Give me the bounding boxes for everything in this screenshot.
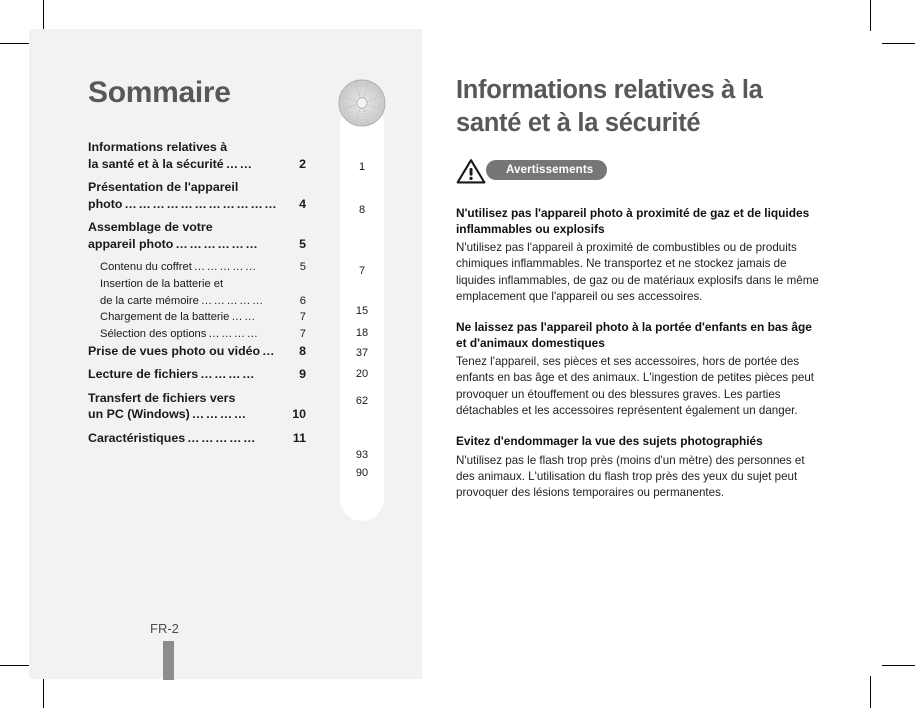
toc-page-number: 4 bbox=[299, 196, 306, 211]
page-number: FR-2 bbox=[150, 621, 179, 636]
toc-entry-label: Insertion de la batterie et bbox=[100, 277, 224, 290]
toc-entry-row bbox=[88, 236, 306, 253]
toc-page-number: 7 bbox=[299, 311, 306, 324]
toc-entry-row bbox=[100, 309, 306, 326]
section-heading: Evitez d'endommager la vue des sujets photographiés bbox=[456, 434, 763, 449]
cd-reference-number: 7 bbox=[358, 265, 366, 277]
toc-dot-leader: …………… bbox=[193, 261, 258, 273]
toc-entry-row bbox=[88, 343, 306, 360]
toc-entry-label: Caractéristiques bbox=[88, 430, 186, 445]
cd-reference-number: 20 bbox=[355, 368, 369, 380]
toc-entry-label: de la carte mémoire bbox=[100, 294, 199, 307]
toc-entry[interactable] bbox=[88, 366, 306, 383]
toc-entry-label: Lecture de fichiers bbox=[88, 367, 199, 382]
toc-entry-row bbox=[88, 196, 306, 213]
warning-triangle-icon bbox=[456, 158, 486, 184]
toc-entry[interactable] bbox=[88, 309, 306, 326]
section-body: N'utilisez pas le flash trop près (moins d'un mètre) des personnes et des animaux. L'utilisation du flash trop près des yeux du sujet peut provoquer des lésions temporaires ou permanentes. bbox=[456, 453, 805, 500]
chapter-title: Informations relatives à la santé et à la sécurité bbox=[456, 76, 763, 137]
crop-mark-top-left-horizontal bbox=[0, 43, 32, 44]
warning-banner bbox=[456, 158, 822, 184]
toc-dot-leader: …………… bbox=[187, 430, 258, 445]
toc-entry-row bbox=[100, 326, 306, 343]
cd-reference-number: 90 bbox=[355, 467, 369, 479]
section-body: N'utilisez pas l'appareil à proximité de combustibles ou de produits chimiques inflammables. Ne transportez et ne stockez jamais de liquides inflammables, de gaz ou de matériaux explosifs dans le même emplacement que l'appareil ou ses accessoires. bbox=[456, 241, 819, 303]
crop-mark-bottom-left-vertical bbox=[43, 676, 44, 708]
toc-entry[interactable] bbox=[88, 139, 306, 172]
crop-mark-top-left-vertical bbox=[43, 0, 44, 31]
section-heading: N'utilisez pas l'appareil photo à proximité de gaz et de liquides inflammables ou explosifs bbox=[456, 206, 810, 236]
toc-page-number: 2 bbox=[299, 156, 306, 171]
crop-mark-top-right-vertical bbox=[870, 0, 871, 31]
toc-page-number: 8 bbox=[299, 343, 306, 358]
toc-entry-label: Présentation de l'appareil bbox=[88, 180, 239, 194]
toc-entry[interactable] bbox=[88, 390, 306, 423]
toc-page-number: 6 bbox=[299, 294, 306, 307]
toc-dot-leader: …… bbox=[231, 311, 257, 324]
warning-label: Avertissements bbox=[486, 160, 607, 180]
toc-entry-label: Informations relatives à bbox=[88, 140, 228, 154]
toc-entry-row bbox=[88, 156, 306, 173]
toc-dot-leader: …… bbox=[225, 156, 254, 171]
toc-entry[interactable] bbox=[88, 219, 306, 252]
toc-entry-row bbox=[88, 366, 306, 383]
toc-page-number: 10 bbox=[292, 407, 306, 422]
toc-entry-label: un PC (Windows) bbox=[88, 407, 190, 422]
toc-entry-row bbox=[100, 259, 306, 276]
toc-dot-leader: ………… bbox=[200, 367, 257, 382]
crop-mark-top-right-horizontal bbox=[882, 43, 915, 44]
toc-entry[interactable] bbox=[88, 259, 306, 276]
toc-entry-label: Transfert de fichiers vers bbox=[88, 390, 236, 405]
toc-page-number: 7 bbox=[299, 328, 306, 341]
toc-page-number: 5 bbox=[299, 261, 306, 273]
toc-dot-leader: … bbox=[262, 343, 277, 358]
toc-entry-row bbox=[88, 406, 306, 423]
toc-dot-leader: ………… bbox=[191, 407, 248, 422]
cd-reference-numbers bbox=[340, 101, 384, 521]
crop-mark-bottom-right-horizontal bbox=[882, 665, 915, 666]
toc-entry-label: photo bbox=[88, 196, 123, 211]
warning-sections bbox=[456, 206, 822, 502]
toc-entry-row bbox=[100, 293, 306, 310]
toc-dot-leader: ………… bbox=[208, 328, 260, 341]
cd-reference-number: 18 bbox=[355, 327, 369, 339]
chapter-content bbox=[456, 74, 822, 502]
toc-dot-leader: ……………… bbox=[175, 236, 260, 251]
toc-entry-label: Chargement de la batterie bbox=[100, 311, 230, 324]
toc-entry-label: la santé et à la sécurité bbox=[88, 156, 224, 171]
folio-accent-bar bbox=[163, 641, 174, 680]
toc-page-number: 11 bbox=[292, 430, 306, 445]
section-body: Tenez l'appareil, ses pièces et ses accessoires, hors de portée des enfants en bas âge et des animaux. L'ingestion de petites pièces peut provoquer un étouffement ou des blessures graves. Les parties détachables et les accessoires représentent également un danger. bbox=[456, 355, 815, 418]
toc-page-number: 9 bbox=[299, 367, 306, 382]
table-of-contents bbox=[88, 139, 306, 453]
crop-mark-bottom-right-vertical bbox=[870, 676, 871, 708]
toc-entry-label: Contenu du coffret bbox=[100, 261, 192, 273]
toc-entry[interactable] bbox=[88, 343, 306, 360]
page-title: Sommaire bbox=[88, 76, 231, 109]
cd-reference-number: 37 bbox=[355, 347, 369, 359]
toc-entry[interactable] bbox=[88, 276, 306, 310]
cd-reference-number: 15 bbox=[355, 305, 369, 317]
toc-entry-label: Prise de vues photo ou vidéo bbox=[88, 343, 261, 358]
toc-entry[interactable] bbox=[88, 430, 306, 447]
section-heading: Ne laissez pas l'appareil photo à la portée d'enfants en bas âge et d'animaux domestiques bbox=[456, 320, 812, 350]
toc-entry-row bbox=[88, 430, 306, 447]
toc-entry-label: appareil photo bbox=[88, 236, 174, 251]
toc-entry[interactable] bbox=[88, 179, 306, 212]
toc-page-number: 5 bbox=[299, 236, 306, 251]
toc-entry-label: Sélection des options bbox=[100, 328, 207, 341]
toc-dot-leader: …………… bbox=[200, 294, 265, 307]
cd-reference-number: 1 bbox=[358, 161, 366, 173]
toc-dot-leader: …………………………… bbox=[124, 196, 279, 211]
toc-entry[interactable] bbox=[88, 326, 306, 343]
crop-mark-bottom-left-horizontal bbox=[0, 665, 32, 666]
toc-entry-label: Assemblage de votre bbox=[88, 220, 213, 234]
cd-reference-number: 93 bbox=[355, 449, 369, 461]
cd-reference-number: 8 bbox=[358, 204, 366, 216]
cd-reference-number: 62 bbox=[355, 395, 369, 407]
